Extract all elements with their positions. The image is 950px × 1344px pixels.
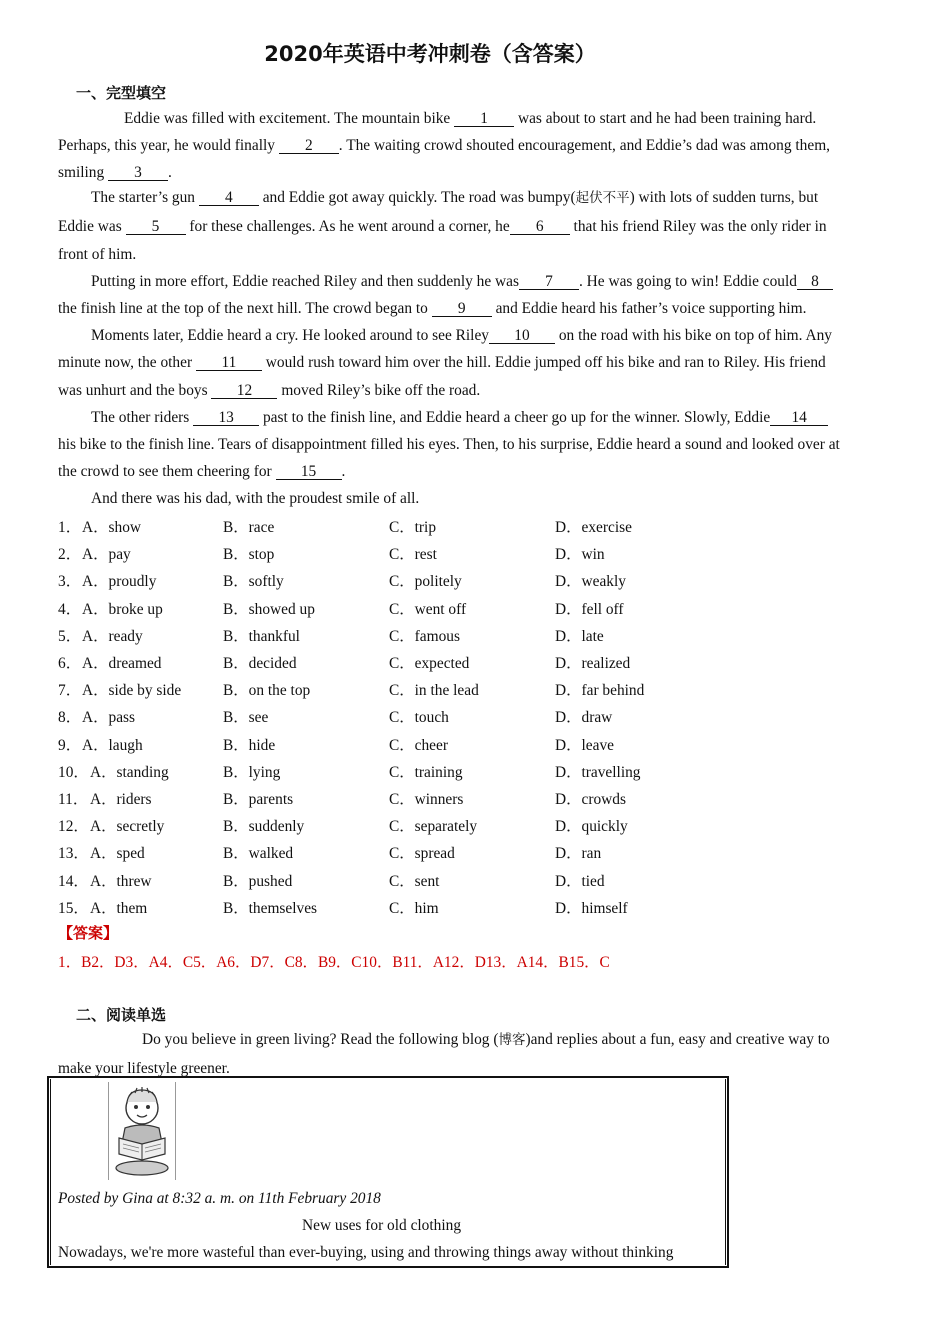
option-a: A．them [90, 899, 148, 917]
passage-line [58, 137, 830, 155]
question-number: 6． [58, 655, 82, 672]
blank-2: 2 [279, 139, 339, 154]
option-b: B．parents [223, 791, 294, 808]
passage-line [91, 189, 818, 207]
option-d: D．draw [555, 709, 613, 727]
blank-15: 15 [276, 465, 342, 480]
option-c: C．politely [389, 573, 462, 591]
passage-line [91, 273, 833, 291]
passage-text: The other riders [91, 409, 194, 426]
passage-text: Putting in more effort, Eddie reached Riley and then suddenly he was [91, 273, 519, 290]
passage-line [58, 300, 806, 318]
answer-label: 【答案】 [58, 924, 119, 942]
blank-9: 9 [432, 302, 492, 317]
question-number: 5． [58, 627, 82, 645]
question-number: 9． [58, 736, 82, 754]
option-c: C．went off [389, 600, 467, 618]
passage-text: past to the finish line, and Eddie heard a cheer go up for the winner. Slowly, Eddie [259, 409, 771, 426]
page-title: 2020年英语中考冲刺卷（含答案） [264, 42, 596, 66]
option-b: B．lying [223, 763, 281, 781]
option-d: D．leave [555, 736, 614, 754]
passage-text: would rush toward him over the hill. Eddie jumped off his bike and ran to Riley. His friend [261, 354, 826, 371]
question-number: 14． [58, 872, 89, 890]
option-c: C．in the lead [389, 682, 479, 700]
option-c: C．sent [389, 872, 440, 890]
reading-intro-text-2: )and replies about a fun, easy and creative way to [525, 1031, 830, 1048]
passage-text: Eddie was filled with excitement. The mountain bike [124, 110, 455, 127]
passage-text: And there was his dad, with the proudest smile of all. [91, 490, 420, 507]
option-d: D．tied [555, 872, 605, 890]
avatar [108, 1082, 176, 1180]
option-b: B．stop [223, 546, 275, 564]
option-a: A．pass [82, 709, 136, 727]
option-c: C．famous [389, 627, 460, 645]
option-c: C．winners [389, 791, 464, 808]
passage-text: was about to start and he had been training hard. [514, 110, 817, 127]
option-a: A．show [82, 519, 141, 536]
option-b: B．themselves [223, 899, 318, 917]
passage-text: front of him. [58, 246, 137, 263]
passage-text: was unhurt and the boys [58, 382, 212, 399]
blank-4: 4 [199, 191, 259, 206]
option-c: C．cheer [389, 736, 448, 754]
passage-text: . He was going to win! Eddie could [578, 273, 797, 290]
option-b: B．see [223, 709, 269, 727]
option-c: C．spread [389, 845, 455, 863]
option-a: A．standing [90, 763, 169, 781]
option-c: C．training [389, 763, 463, 781]
passage-line [58, 354, 826, 372]
passage-text: and Eddie heard his father’s voice supporting him. [491, 300, 807, 317]
option-b: B．hide [223, 736, 276, 754]
passage-text: on the road with his bike on top of him. Any [554, 327, 832, 344]
option-c: C．rest [389, 546, 437, 564]
option-a: A．side by side [82, 682, 182, 700]
option-d: D．travelling [555, 763, 641, 781]
blank-11: 11 [196, 356, 262, 371]
passage-text: minute now, the other [58, 354, 196, 371]
option-d: D．ran [555, 845, 602, 863]
passage-line [58, 436, 840, 454]
question-number: 10． [58, 763, 89, 781]
section-heading-reading: 二、阅读单选 [76, 1006, 167, 1024]
option-a: A．pay [82, 546, 131, 564]
passage-line [58, 164, 172, 182]
passage-text: Eddie was [58, 218, 126, 235]
option-b: B．pushed [223, 872, 293, 890]
blog-posted-by: Posted by Gina at 8:32 a. m. on 11th February 2018 [58, 1190, 381, 1207]
reading-intro-text: Do you believe in green living? Read the following blog ( [142, 1031, 499, 1048]
section-heading-cloze: 一、完型填空 [76, 84, 167, 102]
passage-text: . The waiting crowd shouted encouragement, and Eddie’s dad was among them, [338, 137, 831, 154]
blank-3: 3 [108, 166, 168, 181]
option-d: D．fell off [555, 600, 624, 618]
passage-text: that his friend Riley was the only rider in [569, 218, 827, 235]
blank-10: 10 [489, 329, 555, 344]
option-d: D．far behind [555, 682, 645, 700]
option-b: B．race [223, 519, 275, 536]
passage-text: the finish line at the top of the next hill. The crowd began to [58, 300, 432, 317]
passage-line [91, 409, 828, 427]
passage-line [124, 110, 816, 128]
question-number: 13． [58, 845, 89, 863]
blog-text: Nowadays, we're more wasteful than ever-buying, using and throwing things away without thinking [58, 1244, 674, 1261]
passage-text: and Eddie got away quickly. The road was bumpy( [258, 189, 576, 206]
option-a: A．broke up [82, 600, 163, 618]
option-c: C．touch [389, 709, 449, 727]
option-b: B．suddenly [223, 818, 305, 836]
question-number: 4． [58, 600, 82, 618]
reading-child-icon [109, 1082, 175, 1180]
passage-line [58, 246, 136, 264]
question-number: 8． [58, 709, 82, 727]
passage-line [58, 218, 827, 236]
option-d: D．weakly [555, 573, 626, 591]
option-c: C．separately [389, 818, 478, 836]
reading-intro [142, 1031, 830, 1049]
question-number: 11． [58, 791, 89, 808]
option-a: A．threw [90, 872, 152, 890]
answer-key: 1．B2．D3．A4．C5．A6．D7．C8．B9．C10．B11．A12．D13．A14．B15．C [58, 954, 610, 971]
blank-14: 14 [770, 411, 828, 426]
option-d: D．late [555, 627, 604, 645]
option-c: C．expected [389, 655, 470, 672]
passage-line [58, 463, 345, 481]
blank-5: 5 [126, 220, 186, 235]
question-number: 12． [58, 818, 89, 836]
passage-text: ) with lots of sudden turns, but [629, 189, 819, 206]
passage-line [91, 490, 419, 508]
option-d: D．exercise [555, 519, 632, 536]
blank-13: 13 [193, 411, 259, 426]
question-number: 7． [58, 682, 82, 700]
question-number: 15． [58, 899, 89, 917]
passage-line [91, 327, 832, 345]
passage-text: his bike to the finish line. Tears of disappointment filled his eyes. Then, to his surprise, Eddie heard a sound and looked over at [58, 436, 840, 453]
option-d: D．crowds [555, 791, 626, 808]
option-b: B．decided [223, 655, 297, 672]
blank-6: 6 [510, 220, 570, 235]
option-c: C．trip [389, 519, 437, 536]
passage-text: . [341, 463, 346, 480]
passage-text: Moments later, Eddie heard a cry. He looked around to see Riley [91, 327, 489, 344]
option-d: D．realized [555, 655, 631, 672]
option-a: A．riders [90, 791, 152, 808]
option-b: B．showed up [223, 600, 315, 618]
blog-title: New uses for old clothing [302, 1217, 462, 1234]
passage-text: The starter’s gun [91, 189, 199, 206]
option-a: A．secretly [90, 818, 165, 836]
passage-text: smiling [58, 164, 109, 181]
question-number: 3． [58, 573, 82, 591]
blank-12: 12 [211, 384, 277, 399]
option-b: B．on the top [223, 682, 311, 700]
passage-text: the crowd to see them cheering for [58, 463, 276, 480]
option-b: B．softly [223, 573, 284, 591]
option-b: B．walked [223, 845, 294, 863]
option-d: D．win [555, 546, 605, 564]
option-a: A．dreamed [82, 655, 162, 672]
blank-1: 1 [454, 112, 514, 127]
question-number: 2． [58, 546, 82, 564]
passage-text: for these challenges. As he went around a corner, he [185, 218, 510, 235]
blank-8: 8 [797, 275, 833, 290]
option-d: D．quickly [555, 818, 628, 836]
passage-text: Perhaps, this year, he would finally [58, 137, 279, 154]
passage-line [58, 382, 480, 400]
option-a: A．ready [82, 627, 143, 645]
option-a: A．proudly [82, 573, 157, 591]
passage-text: moved Riley’s bike off the road. [277, 382, 481, 399]
option-c: C．him [389, 899, 439, 917]
gloss-text: 起伏不平 [575, 190, 630, 206]
question-number: 1． [58, 519, 82, 536]
blank-7: 7 [519, 275, 579, 290]
reading-intro-cont: make your lifestyle greener. [58, 1060, 230, 1077]
option-d: D．himself [555, 899, 628, 917]
reading-intro-blog: 博客 [498, 1032, 526, 1048]
option-a: A．sped [90, 845, 145, 863]
passage-text: . [168, 164, 172, 181]
option-b: B．thankful [223, 627, 300, 645]
option-a: A．laugh [82, 736, 143, 754]
